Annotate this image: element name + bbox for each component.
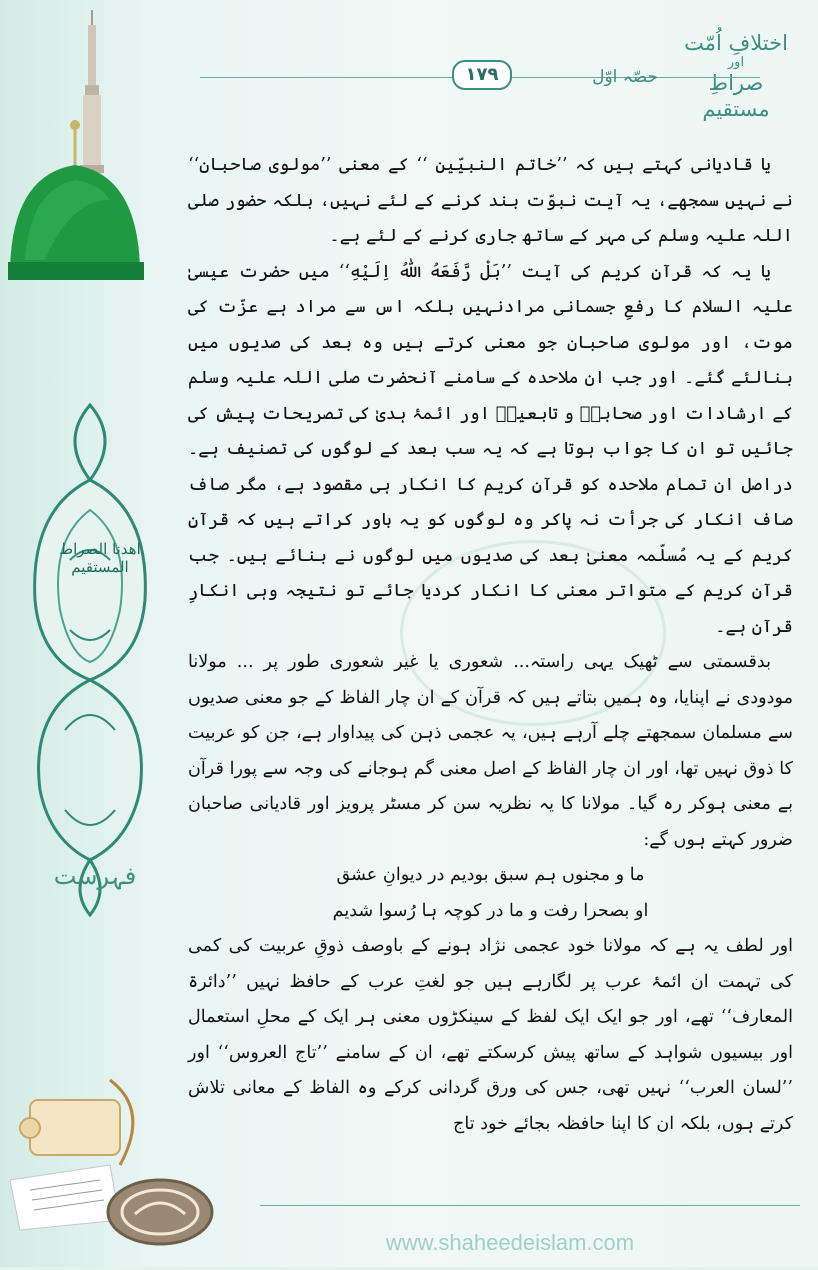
publisher-logo-icon [100,1172,220,1252]
left-decoration [0,0,180,1267]
page-header [170,30,810,130]
website-link[interactable]: www.shaheedeislam.com [385,1230,635,1255]
verse-line: ما و مجنوں ہم سبق بودیم در دیوانِ عشق [336,865,645,885]
index-link[interactable]: فہرست [53,862,137,890]
page-number: ۱۷۹ [452,60,512,90]
book-title-line2: اور [727,55,745,70]
footer-divider [260,1205,800,1206]
arabesque-frame-icon [0,400,180,920]
part-label: حصّہ اوّل [592,67,658,87]
book-title [676,30,796,122]
paragraph: یا قادیانی کہتے ہیں کہ ’’خاتم النبیّین ‘‘ کے معنی ’’مولوی صاحبان‘‘ نے نہیں سمجھے، یہ آیت نبوّت بند کرنے کے لئے نہیں، بلکہ حضور صلی اللہ علیہ وسلم کی مہر کے ساتھ جاری کرنے کے لئے ہے۔ [188,155,793,246]
book-title-line3: صراطِ مستقیم [702,71,770,121]
book-title-line1: اختلافِ اُمّت [684,31,788,55]
ornament-calligraphy: اھدنا الصراط المستقیم [59,540,141,576]
paragraph: بدقسمتی سے ٹھیک یہی راستہ... شعوری یا غیر شعوری طور پر ... مولانا مودودی نے اپنایا، وہ ہمیں بتاتے ہیں کہ قرآن کے ان چار الفاظ کے جو معنی صدیوں سے مسلمان سمجھتے چلے آرہے ہیں، یہ عجمی ذہن کی پیداوار ہے، جن کو عربیت کا ذوق نہیں تھا، اور ان چار الفاظ کے اصل معنی گم ہوجانے کی وجہ سے پورا قرآن بے معنی ہوکر رہ گیا۔ مولانا کا یہ نظریہ سن کر مسٹر پرویز اور قادیانی صاحبان ضرور کہتے ہوں گے: [188,652,793,850]
paragraph: یا یہ کہ قرآنِ کریم کی آیت ’’بَلْ رَّفَعَهُ اللّٰهُ اِلَیْهِ‘‘ میں حضرت عیسیٰ علیہ السلام کا رفعِ جسمانی مرادنہیں بلکہ اس سے مراد ہے عزّت کی موت، اور مولوی صاحبان جو معنی کرتے ہیں وہ بعد کی صدیوں میں بنالئے گئے۔ اور جب ان ملاحدہ کے سامنے آنحضرت صلی اللہ علیہ وسلم کے ارشادات اور صحابہؓ و تابعینؒ اور ائمۂ ہدیٰ کی تصریحات پیش کی جائیں تو ان کا جواب ہوتا ہے کہ یہ سب بعد کے لوگوں کی تصنیف ہے۔ دراصل ان تمام ملاحدہ کو قرآنِ کریم کا انکار ہی مقصود ہے، مگر صاف صاف انکار کی جرأت نہ پاکر وہ لوگوں کو یہ باور کراتے ہیں کہ قرآنِ کریم کے یہ مُسلّمہ معنیٰ بعد کی صدیوں میں لوگوں نے بنائے ہیں۔ جب قرآنِ کریم کے متواتر معنی کا انکار کردیا جائے تو نتیجہ وہی انکارِ قرآن ہے۔ [188,261,793,637]
verse-line: او بصحرا رفت و ما در کوچہ ہا رُسوا شدیم [332,900,649,921]
article-body [188,148,793,1142]
paragraph: اور لطف یہ ہے کہ مولانا خود عجمی نژاد ہونے کے باوصف ذوقِ عربیت کی کمی کی تہمت ان ائمۂ عرب پر لگارہے ہیں جو لغتِ عرب کے حافظ نہیں ’’دائرۃ المعارف‘‘ تھے، اور جو ایک ایک لفظ کے سینکڑوں معنی ہر ایک کے محلِ استعمال اور بیسیوں شواہد کے ساتھ پیش کرسکتے تھے، ان کے سامنے ’’تاج العروس‘‘ اور ’’لسان العرب‘‘ نہیں تھی، جس کی ورق گردانی کرکے وہ الفاظ کے معانی تلاش کرتے ہوں، بلکہ ان کا اپنا حافظہ بجائے خود تاج [188,936,793,1134]
